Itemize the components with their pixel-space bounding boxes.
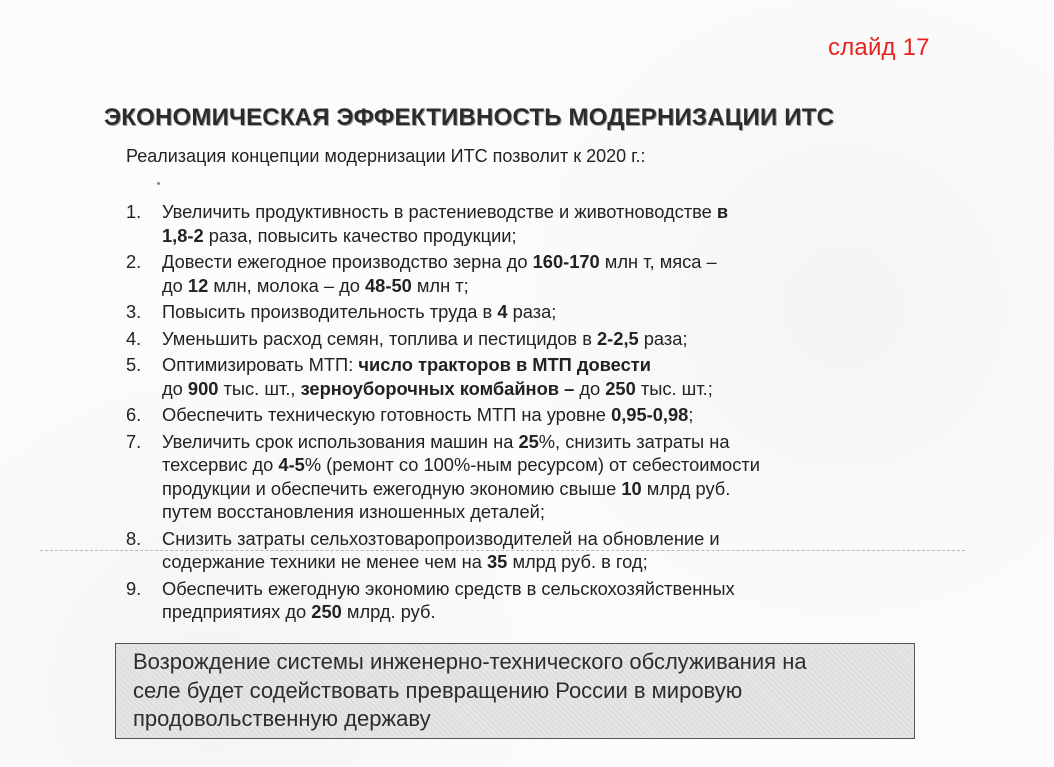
emphasis-text: 160-170 xyxy=(532,251,600,272)
list-item-text xyxy=(162,251,717,296)
emphasis-text: 250 xyxy=(605,377,636,399)
list-item xyxy=(126,250,886,297)
list-item-number: 8. xyxy=(126,527,142,549)
text-run: техсервис до xyxy=(162,454,279,475)
emphasis-text: 25 xyxy=(518,430,539,452)
text-run: Обеспечить техническую готовность МТП на уровне xyxy=(162,404,612,425)
list-item-number: 7. xyxy=(126,430,142,452)
scan-fold-line xyxy=(40,550,965,551)
emphasis-text: 10 xyxy=(621,477,642,499)
text-run: % (ремонт со 100%-ным ресурсом) от себестоимости xyxy=(304,454,760,475)
list-item-text xyxy=(162,354,713,399)
list-item xyxy=(126,353,886,400)
callout-line: Возрождение системы инженерно-технического обслуживания на xyxy=(133,649,807,674)
text-run: путем восстановления изношенных деталей; xyxy=(162,501,545,522)
text-run: продукции и обеспечить ежегодную экономию свыше xyxy=(162,477,622,499)
text-run: содержание техники не менее чем на xyxy=(162,551,488,572)
text-run: до xyxy=(162,377,188,399)
text-run: Оптимизировать МТП: xyxy=(162,354,359,375)
emphasis-text: 250 xyxy=(311,601,342,622)
list-item xyxy=(126,300,886,324)
text-run: млн, молока – до xyxy=(208,274,366,296)
list-item-text xyxy=(162,301,556,322)
list-item-text xyxy=(162,328,688,349)
goals-list xyxy=(126,200,886,627)
page-title: ЭКОНОМИЧЕСКАЯ ЭФФЕКТИВНОСТЬ МОДЕРНИЗАЦИИ ИТС xyxy=(104,104,835,131)
text-run: раза; xyxy=(507,301,557,322)
list-item-text xyxy=(162,431,760,523)
list-item xyxy=(126,403,886,427)
text-run: млн т; xyxy=(411,274,469,296)
text-run: раза; xyxy=(638,327,688,349)
list-item xyxy=(126,430,886,524)
text-run: тыс. шт.; xyxy=(635,377,713,399)
list-item-text xyxy=(162,201,728,246)
text-run: млрд руб. xyxy=(641,477,731,499)
text-run: Повысить производительность труда в xyxy=(162,301,498,322)
text-run: ; xyxy=(688,404,694,425)
list-item-text xyxy=(162,578,735,623)
emphasis-text: 48-50 xyxy=(365,274,412,296)
emphasis-text: 1,8-2 xyxy=(162,224,204,246)
text-run: предприятиях до xyxy=(162,601,312,622)
intro-text: Реализация концепции модернизации ИТС позволит к 2020 г.: xyxy=(126,146,646,166)
list-item xyxy=(126,577,886,624)
text-run: %, снизить затраты на xyxy=(538,430,730,452)
list-item-number: 1. xyxy=(126,201,142,222)
text-run: Обеспечить ежегодную экономию средств в сельскохозяйственных xyxy=(162,577,735,599)
text-run: Довести ежегодное производство зерна до xyxy=(162,251,533,272)
text-run: Снизить затраты сельхозтоваропроизводителей на обновление и xyxy=(162,527,720,549)
list-item-number: 9. xyxy=(126,577,142,599)
list-item-number: 3. xyxy=(126,301,142,322)
list-item-number: 2. xyxy=(126,251,142,272)
conclusion-callout xyxy=(115,643,915,739)
text-run: млрд руб. в год; xyxy=(507,551,648,572)
text-run: тыс. шт., xyxy=(218,377,301,399)
list-item-number: 6. xyxy=(126,404,142,425)
emphasis-text: число тракторов в МТП довести xyxy=(358,354,651,375)
list-item-number: 5. xyxy=(126,354,142,375)
slide-number-label: слайд 17 xyxy=(828,34,930,61)
emphasis-text: 900 xyxy=(187,377,219,399)
list-item xyxy=(126,200,886,247)
scan-speck xyxy=(157,182,160,185)
text-run: до xyxy=(162,274,188,296)
list-item xyxy=(126,327,886,351)
text-run: Увеличить продуктивность в растениеводстве и животноводстве xyxy=(162,201,717,222)
emphasis-text: 4-5 xyxy=(278,454,305,475)
list-item-number: 4. xyxy=(126,327,142,349)
text-run: млн т, мяса – xyxy=(599,251,717,272)
emphasis-text: 35 xyxy=(487,551,508,572)
text-run: Уменьшить расход семян, топлива и пестицидов в xyxy=(162,327,598,349)
text-run: до xyxy=(574,377,606,399)
emphasis-text: 12 xyxy=(187,274,209,296)
emphasis-text: зерноуборочных комбайнов – xyxy=(300,377,575,399)
emphasis-text: 2-2,5 xyxy=(597,327,639,349)
emphasis-text: 4 xyxy=(497,301,508,322)
callout-line: продовольственную державу xyxy=(133,706,431,731)
text-run: Увеличить срок использования машин на xyxy=(162,430,519,452)
list-item-text xyxy=(162,404,693,425)
text-run: раза, повысить качество продукции; xyxy=(203,224,517,246)
callout-line: селе будет содействовать превращению России в мировую xyxy=(133,677,743,703)
emphasis-text: 0,95-0,98 xyxy=(611,404,689,425)
emphasis-text: в xyxy=(716,201,729,222)
text-run: млрд. руб. xyxy=(341,601,436,622)
